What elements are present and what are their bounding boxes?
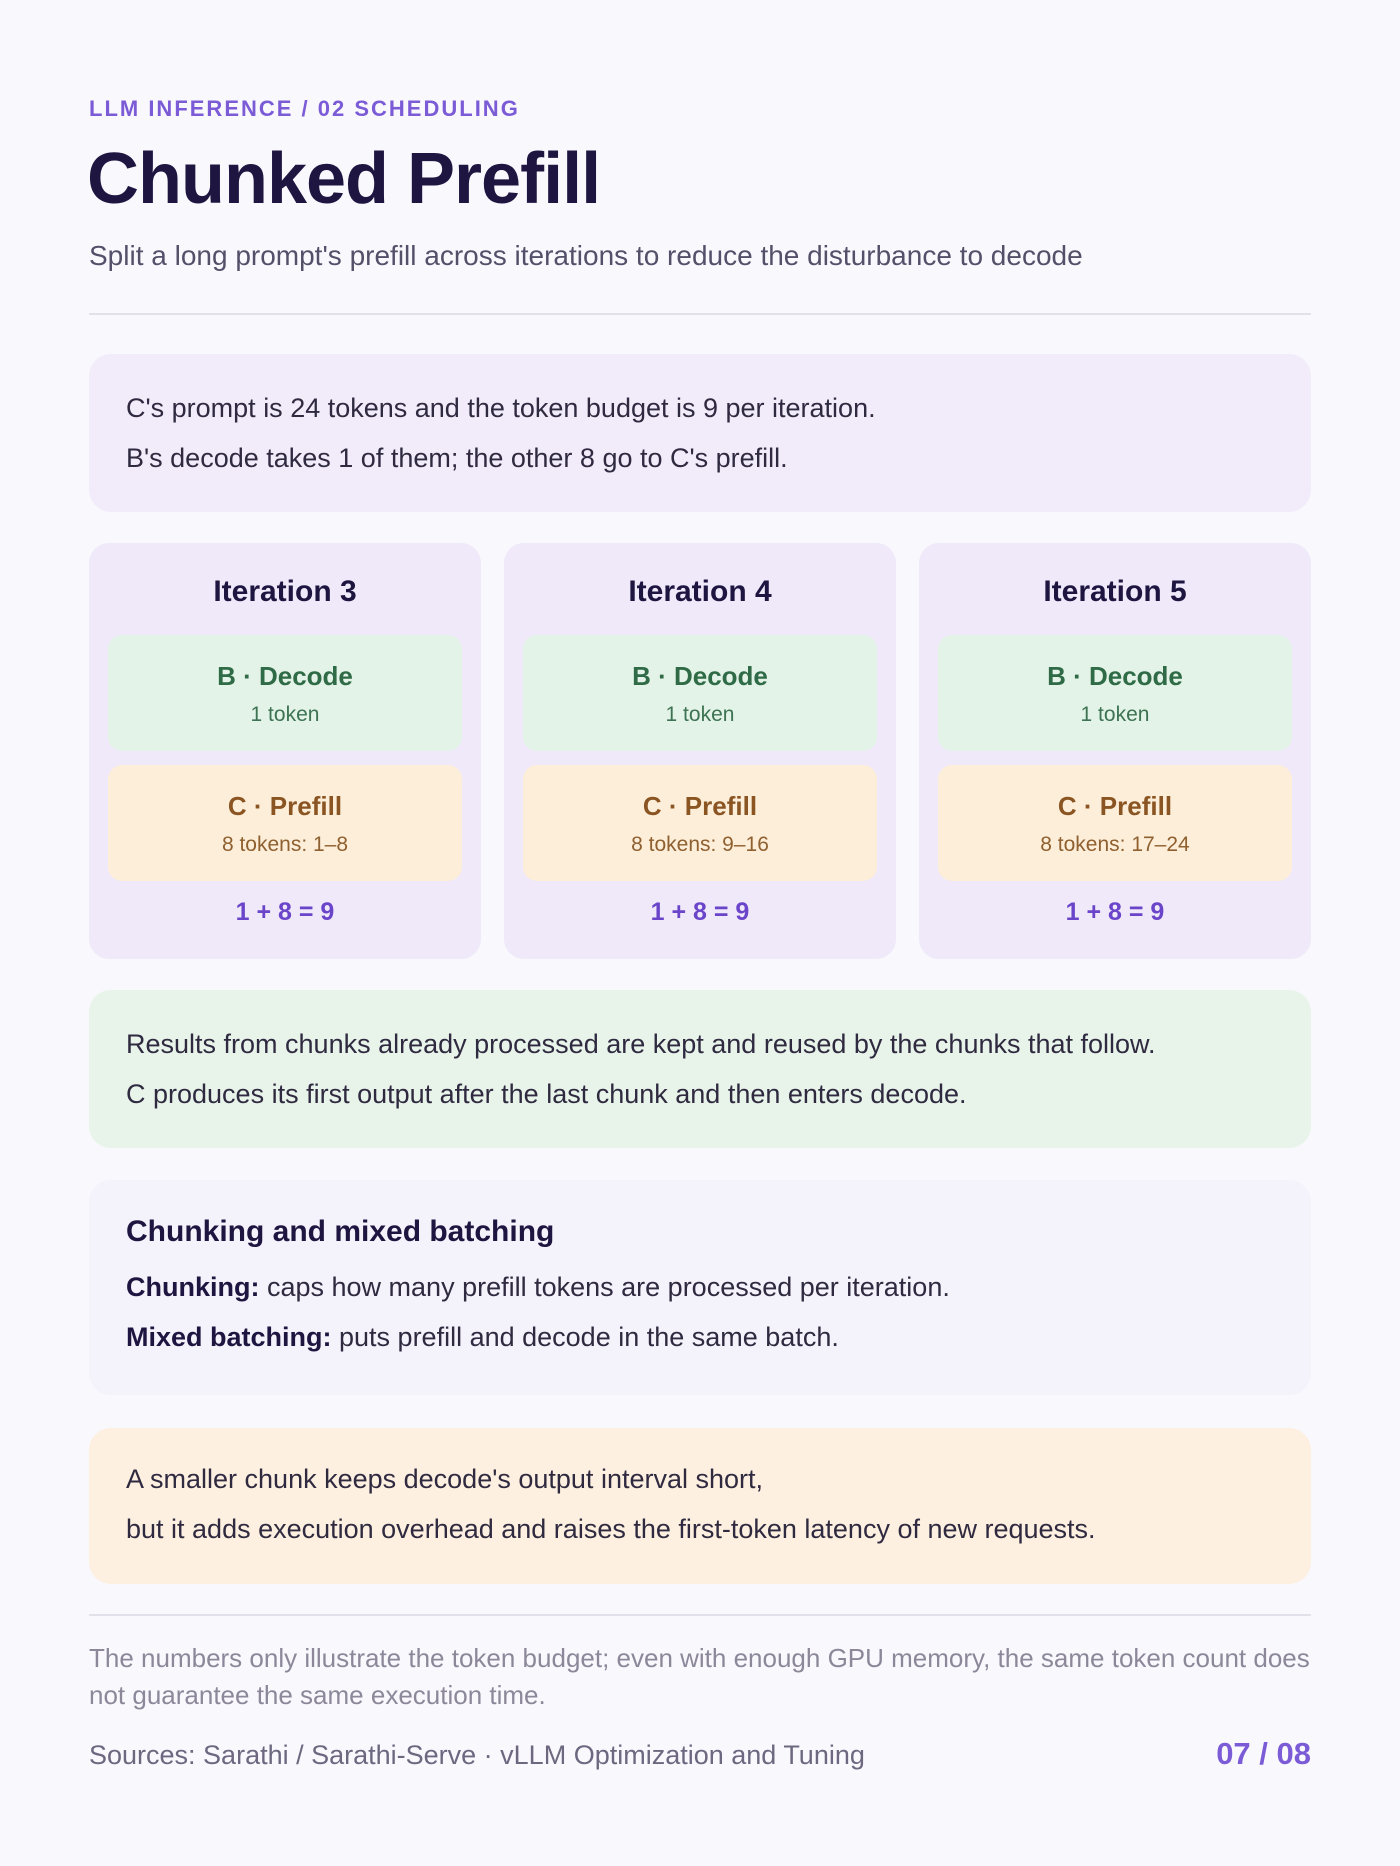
iteration-title: Iteration 4 [628, 575, 772, 608]
chunking-definition [126, 1262, 1274, 1312]
decode-tokens: 1 token [1080, 703, 1150, 726]
mixed-batching-term: Mixed batching: [126, 1322, 332, 1352]
intro-line-2: B's decode takes 1 of them; the other 8 go to C's prefill. [126, 443, 788, 473]
decode-label: B · Decode [632, 661, 768, 691]
section-eyebrow: LLM INFERENCE / 02 SCHEDULING [89, 96, 520, 121]
prefill-label: C · Prefill [227, 791, 343, 821]
mixed-batching-text: puts prefill and decode in the same batch. [331, 1322, 839, 1352]
prefill-label: C · Prefill [1057, 791, 1173, 821]
page-number: 07 / 08 [1216, 1736, 1311, 1771]
prefill-tokens: 8 tokens: 1–8 [221, 833, 349, 856]
prefill-label: C · Prefill [642, 791, 758, 821]
page-title: Chunked Prefill [87, 139, 601, 219]
concepts-heading: Chunking and mixed batching [126, 1215, 555, 1248]
sources: Sources: Sarathi / Sarathi-Serve · vLLM Optimization and Tuning [89, 1740, 865, 1770]
token-sum: 1 + 8 = 9 [1065, 898, 1165, 926]
prefill-block [938, 765, 1292, 881]
decode-block [938, 635, 1292, 751]
iteration-card-5 [919, 543, 1311, 959]
iteration-title: Iteration 3 [213, 575, 357, 608]
intro-line-1: C's prompt is 24 tokens and the token budget is 9 per iteration. [126, 393, 876, 423]
decode-tokens: 1 token [250, 703, 320, 726]
prefill-tokens: 8 tokens: 17–24 [1040, 833, 1190, 856]
footer-divider [89, 1614, 1311, 1616]
prefill-block [523, 765, 877, 881]
header-divider [89, 313, 1311, 315]
reuse-card [89, 990, 1311, 1148]
token-sum: 1 + 8 = 9 [235, 898, 335, 926]
reuse-line-2: C produces its first output after the last chunk and then enters decode. [126, 1079, 967, 1109]
chunking-term: Chunking: [126, 1272, 260, 1302]
intro-card [89, 354, 1311, 512]
tradeoff-line-2: but it adds execution overhead and raises the first-token latency of new requests. [126, 1514, 1096, 1544]
prefill-block [108, 765, 462, 881]
iteration-card-4 [504, 543, 896, 959]
decode-block [108, 635, 462, 751]
tradeoff-line-1: A smaller chunk keeps decode's output interval short, [126, 1464, 764, 1494]
iteration-card-3 [89, 543, 481, 959]
chunking-text: caps how many prefill tokens are processed per iteration. [259, 1272, 950, 1302]
decode-block [523, 635, 877, 751]
decode-label: B · Decode [1047, 661, 1183, 691]
reuse-line-1: Results from chunks already processed are kept and reused by the chunks that follow. [126, 1029, 1156, 1059]
iteration-title: Iteration 5 [1043, 575, 1187, 608]
mixed-batching-definition [126, 1312, 1274, 1362]
footnote: The numbers only illustrate the token budget; even with enough GPU memory, the same token count does not guarantee the same execution time. [89, 1643, 1310, 1710]
concepts-card [89, 1180, 1311, 1395]
decode-label: B · Decode [217, 661, 353, 691]
page-subtitle: Split a long prompt's prefill across iterations to reduce the disturbance to decode [89, 240, 1083, 271]
decode-tokens: 1 token [665, 703, 735, 726]
token-sum: 1 + 8 = 9 [650, 898, 750, 926]
prefill-tokens: 8 tokens: 9–16 [631, 833, 769, 856]
tradeoff-card [89, 1428, 1311, 1584]
